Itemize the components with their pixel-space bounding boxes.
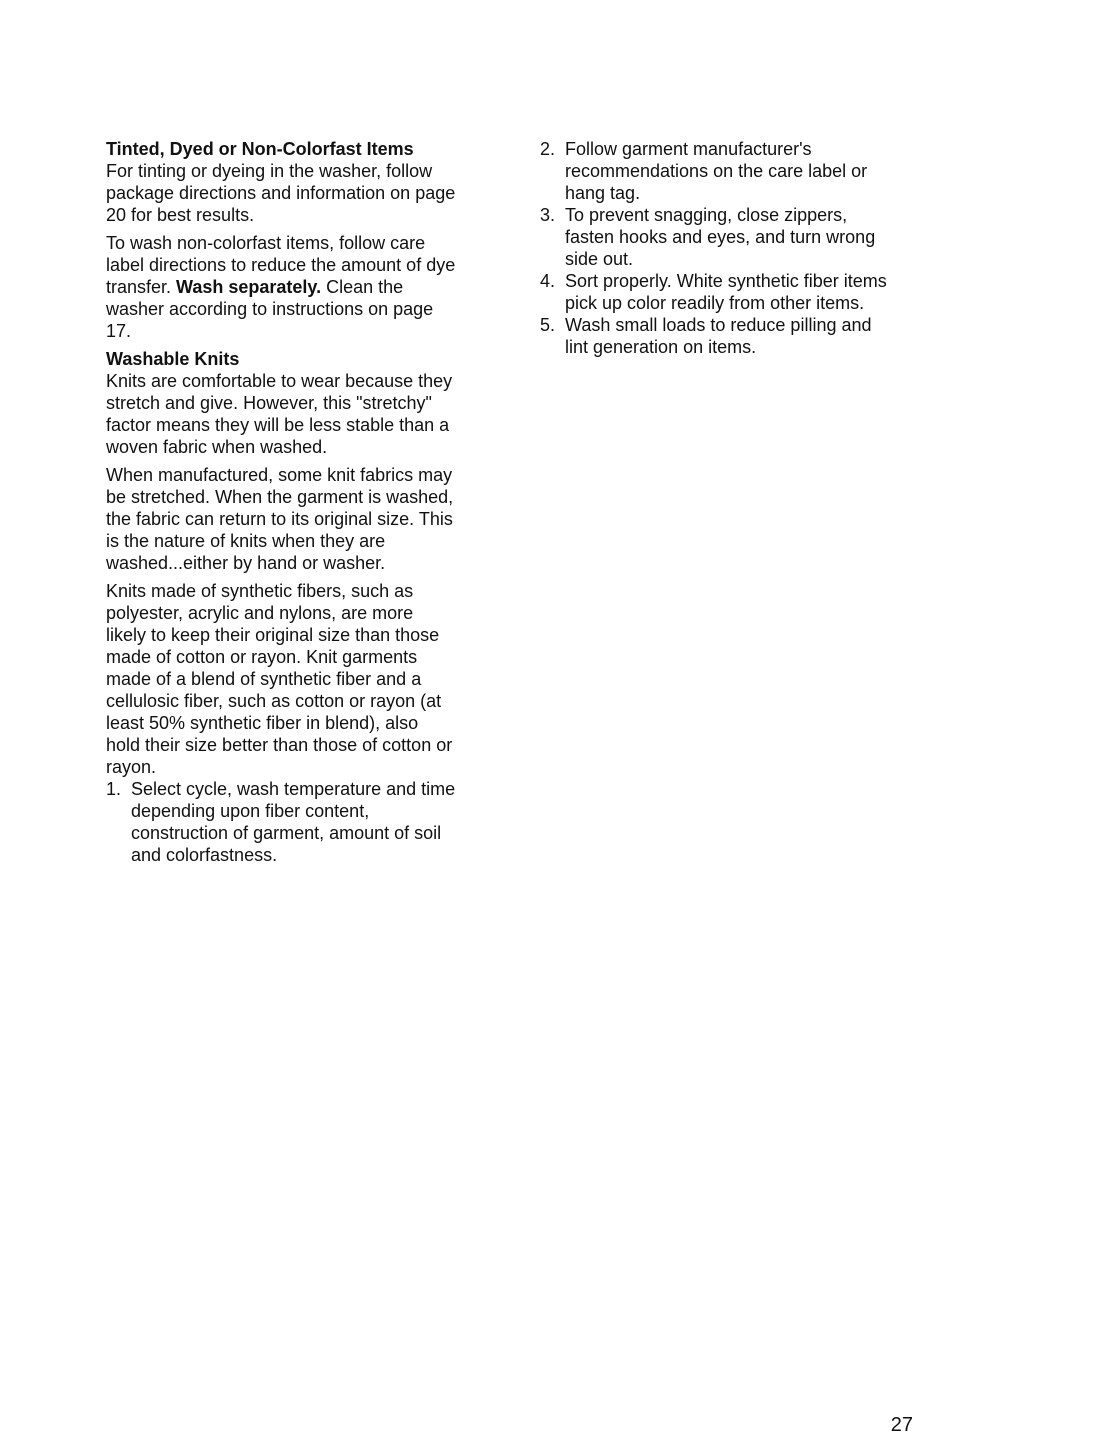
page-number: 27 [890,1414,913,1436]
knits-paragraph-1: Knits are comfortable to wear because they stretch and give. However, this "stretchy" factor means they will be less stable than a woven fabric when washed. [106,371,453,457]
left-column [106,138,456,866]
list-item-text: Follow garment manufacturer's recommendations on the care label or hang tag. [565,139,868,203]
knits-paragraph-3: Knits made of synthetic fibers, such as polyester, acrylic and nylons, are more likely to keep their original size than those made of cotton or rayon. Knit garments made of a blend of synthetic fiber and a cellulosic fiber, such as cotton or rayon (at least 50% synthetic fiber in blend), also hold their size better than those of cotton or rayon. [106,581,453,777]
list-item-number: 5. [540,315,556,335]
tinted-paragraph-1: For tinting or dyeing in the washer, follow package directions and information on page 20 for best results. [106,161,456,225]
tinted-paragraph-2-text-b: Clean the washer according to instructions on page 17. [106,277,434,341]
list-item-text: Sort properly. White synthetic fiber items pick up color readily from other items. [565,271,887,313]
list-item-number: 4. [540,271,556,291]
list-item-text: Select cycle, wash temperature and time depending upon fiber content, construction of garment, amount of soil and colorfastness. [131,779,456,865]
list-item [540,270,890,314]
list-item [540,138,890,204]
wash-separately-emphasis: Wash separately. [176,277,322,297]
knits-paragraph-2: When manufactured, some knit fabrics may be stretched. When the garment is washed, the fabric can return to its original size. This is the nature of knits when they are washed...either by hand or washer. [106,465,454,573]
section-heading-knits: Washable Knits [106,349,240,369]
list-item-number: 3. [540,205,556,225]
list-item [540,204,890,270]
list-item-number: 1. [106,779,122,799]
list-item-number: 2. [540,139,556,159]
right-column [540,138,890,358]
section-heading-tinted: Tinted, Dyed or Non-Colorfast Items [106,139,414,159]
tinted-paragraph-2-text-a: To wash non-colorfast items, follow care label directions to reduce the amount of dye transfer. [106,233,456,297]
list-item [540,314,890,358]
steps-list-left [106,778,456,866]
list-item [106,778,456,866]
tinted-paragraph-2 [106,232,456,342]
list-item-text: Wash small loads to reduce pilling and lint generation on items. [565,315,872,357]
list-item-text: To prevent snagging, close zippers, fasten hooks and eyes, and turn wrong side out. [565,205,876,269]
steps-list-right [540,138,890,358]
